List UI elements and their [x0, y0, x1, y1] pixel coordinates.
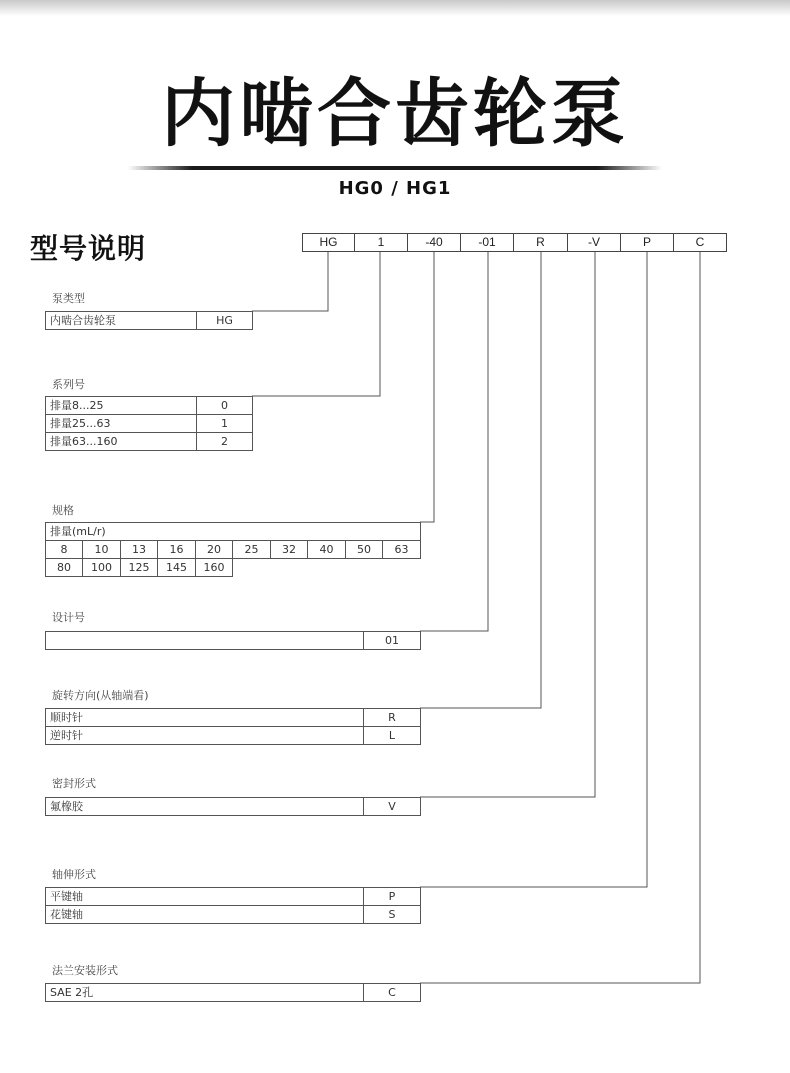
shaft-label: 轴伸形式: [52, 868, 96, 881]
spec-value-cell: 125: [120, 558, 158, 577]
flange-desc-cell: SAE 2孔: [45, 983, 364, 1002]
spec-label: 规格: [52, 504, 74, 517]
spec-header-cell: 排量(mL/r): [45, 522, 421, 541]
series-desc-cell: 排量63...160: [45, 432, 197, 451]
rotation-label: 旋转方向(从轴端看): [52, 689, 149, 702]
pump-type-label: 泵类型: [52, 292, 85, 305]
spec-value-cell: 8: [45, 540, 83, 559]
connector-seal: [420, 252, 595, 797]
code-box-design: -01: [460, 233, 514, 252]
series-code-cell: 0: [196, 396, 253, 415]
spec-value-cell: 25: [232, 540, 271, 559]
model-subtitle: HG0 / HG1: [338, 178, 452, 199]
pump-type-desc-cell: 内啮合齿轮泵: [45, 311, 197, 330]
pump-type-code-cell: HG: [196, 311, 253, 330]
seal-code-cell: V: [363, 797, 421, 816]
spec-value-cell: 40: [307, 540, 346, 559]
spec-value-cell: 80: [45, 558, 83, 577]
connector-shaft: [420, 252, 647, 887]
series-desc-cell: 排量8...25: [45, 396, 197, 415]
shaft-code-cell: S: [363, 905, 421, 924]
spec-value-cell: 10: [82, 540, 121, 559]
section-heading: 型号说明: [30, 232, 147, 265]
code-box-shaft: P: [620, 233, 674, 252]
seal-label: 密封形式: [52, 777, 96, 790]
rotation-code-cell: R: [363, 708, 421, 727]
code-box-pump-type: HG: [302, 233, 355, 252]
spec-value-cell: 100: [82, 558, 121, 577]
series-code-cell: 1: [196, 414, 253, 433]
rotation-desc-cell: 顺时针: [45, 708, 364, 727]
spec-value-cell: 16: [157, 540, 196, 559]
code-box-flange: C: [673, 233, 727, 252]
design-label: 设计号: [52, 611, 85, 624]
design-code-cell: 01: [363, 631, 421, 650]
shaft-code-cell: P: [363, 887, 421, 906]
series-label: 系列号: [52, 378, 85, 391]
shaft-desc-cell: 平键轴: [45, 887, 364, 906]
rotation-desc-cell: 逆时针: [45, 726, 364, 745]
series-code-cell: 2: [196, 432, 253, 451]
connector-rotation: [420, 252, 541, 708]
seal-desc-cell: 氟橡胶: [45, 797, 364, 816]
design-desc-cell: [45, 631, 364, 650]
spec-value-cell: 20: [195, 540, 233, 559]
spec-value-cell: 145: [157, 558, 196, 577]
spec-value-cell: 13: [120, 540, 158, 559]
connector-spec: [420, 252, 434, 522]
shaft-desc-cell: 花键轴: [45, 905, 364, 924]
spec-value-cell: 50: [345, 540, 383, 559]
connector-flange: [420, 252, 700, 983]
code-box-rotation: R: [513, 233, 568, 252]
code-box-seal: -V: [567, 233, 621, 252]
flange-label: 法兰安装形式: [52, 964, 118, 977]
spec-value-cell: 160: [195, 558, 233, 577]
connector-series: [252, 252, 380, 396]
connector-pump-type: [252, 252, 328, 311]
series-desc-cell: 排量25...63: [45, 414, 197, 433]
rotation-code-cell: L: [363, 726, 421, 745]
spec-value-cell: 63: [382, 540, 421, 559]
page-title: 内啮合齿轮泵: [161, 71, 629, 157]
spec-value-cell: 32: [270, 540, 308, 559]
code-box-spec: -40: [407, 233, 461, 252]
flange-code-cell: C: [363, 983, 421, 1002]
code-box-series: 1: [354, 233, 408, 252]
connector-design: [420, 252, 488, 631]
